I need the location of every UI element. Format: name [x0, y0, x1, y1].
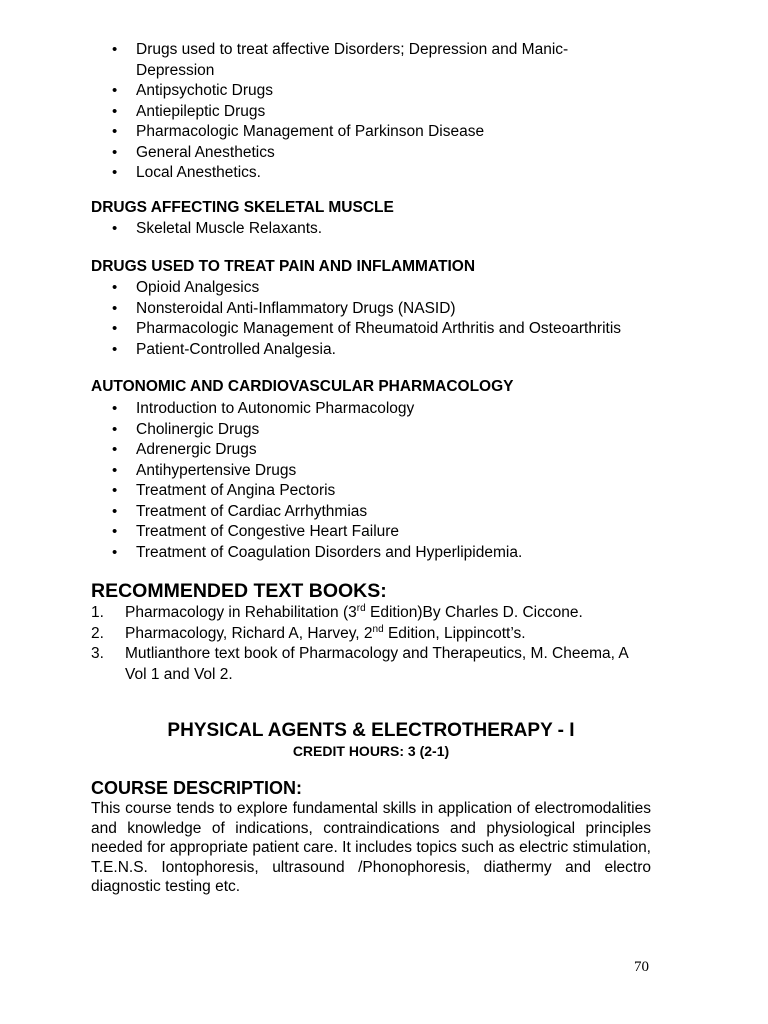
list-item-text: Antiepileptic Drugs	[136, 102, 266, 120]
bullet-icon: •	[112, 279, 118, 296]
book-number: 1.	[91, 604, 104, 621]
list-item-text: Treatment of Coagulation Disorders and Hyperlipidemia.	[136, 543, 523, 561]
list-item-text: Nonsteroidal Anti-Inflammatory Drugs (NASID)	[136, 299, 456, 317]
bullet-icon: •	[112, 420, 118, 438]
list-item-text: General Anesthetics	[136, 143, 275, 161]
recommended-books-list	[91, 603, 651, 685]
list-item	[112, 440, 632, 461]
list-item-text: Antihypertensive Drugs	[136, 461, 297, 479]
book-text: Pharmacology in Rehabilitation (3	[125, 604, 357, 621]
list-item	[112, 122, 632, 143]
list-item-text: Drugs used to treat affective Disorders; Depression and Manic-Depression	[136, 41, 569, 79]
bullet-icon: •	[112, 543, 118, 561]
list-item-text: Pharmacologic Management of Parkinson Disease	[136, 123, 485, 140]
bullet-icon: •	[112, 320, 118, 337]
book-text: Pharmacology, Richard A, Harvey, 2	[125, 624, 373, 642]
list-item	[112, 299, 632, 320]
skeletal-muscle-list	[112, 219, 632, 240]
bullet-icon: •	[112, 441, 118, 458]
list-item	[112, 502, 632, 523]
list-item-text: Antipsychotic Drugs	[136, 82, 273, 99]
book-item	[91, 644, 651, 685]
bullet-icon: •	[112, 523, 118, 540]
list-item-text: Cholinergic Drugs	[136, 420, 260, 438]
bullet-icon: •	[112, 461, 118, 479]
book-text-rest: Edition, Lippincott’s.	[383, 624, 526, 642]
list-item	[112, 461, 632, 482]
bullet-icon: •	[112, 143, 118, 161]
bullet-icon: •	[112, 340, 118, 358]
list-item-text: Introduction to Autonomic Pharmacology	[136, 400, 415, 417]
section-heading-autonomic: AUTONOMIC AND CARDIOVASCULAR PHARMACOLOGY	[91, 378, 514, 395]
bullet-icon: •	[112, 41, 118, 58]
course-title: PHYSICAL AGENTS & ELECTROTHERAPY - I	[167, 720, 575, 741]
bullet-icon: •	[112, 220, 118, 237]
recommended-books-heading: RECOMMENDED TEXT BOOKS:	[91, 580, 387, 602]
cns-drugs-list	[112, 40, 632, 184]
list-item	[112, 420, 632, 441]
list-item-text: Treatment of Cardiac Arrhythmias	[136, 502, 368, 520]
course-description-heading: COURSE DESCRIPTION:	[91, 778, 303, 798]
pain-inflammation-list	[112, 278, 632, 360]
bullet-icon: •	[112, 164, 118, 181]
list-item-text: Skeletal Muscle Relaxants.	[136, 220, 323, 237]
bullet-icon: •	[112, 299, 118, 317]
list-item	[112, 319, 632, 340]
list-item	[112, 399, 632, 420]
bullet-icon: •	[112, 123, 118, 140]
list-item	[112, 102, 632, 123]
list-item-text: Patient-Controlled Analgesia.	[136, 340, 336, 358]
bullet-icon: •	[112, 82, 118, 99]
autonomic-cardiovascular-list	[112, 399, 632, 563]
list-item	[112, 143, 632, 164]
book-item	[91, 603, 651, 624]
book-number: 3.	[91, 645, 104, 662]
book-text: Mutlianthore text book of Pharmacology and Therapeutics, M. Cheema, A Vol 1 and Vol 2.	[125, 645, 628, 683]
edition-ordinal: nd	[372, 623, 384, 635]
credit-hours: CREDIT HOURS: 3 (2-1)	[292, 743, 450, 759]
list-item-text: Opioid Analgesics	[136, 279, 260, 296]
book-number: 2.	[91, 624, 104, 642]
section-heading-skeletal: DRUGS AFFECTING SKELETAL MUSCLE	[91, 199, 394, 216]
course-description-text: This course tends to explore fundamental skills in application of electromodalities and knowledge of indications, contraindications and physiological principles needed for appropriate patient care. It includes topics such as electric stimulation, T.E.N.S. Iontophoresis, ultrasound /Phonophoresis, diathermy and electro diagnostic testing etc.	[91, 800, 651, 895]
list-item	[112, 219, 632, 240]
bullet-icon: •	[112, 400, 118, 417]
book-text-rest: Edition)By Charles D. Ciccone.	[365, 604, 583, 621]
list-item	[112, 163, 632, 184]
page-number: 70	[634, 959, 649, 975]
list-item-text: Adrenergic Drugs	[136, 441, 257, 458]
list-item	[112, 522, 632, 543]
book-item	[91, 624, 651, 645]
list-item-text: Treatment of Angina Pectoris	[136, 482, 336, 499]
edition-ordinal: rd	[356, 602, 366, 614]
list-item	[112, 543, 632, 564]
bullet-icon: •	[112, 102, 118, 120]
list-item-text: Local Anesthetics.	[136, 164, 261, 181]
bullet-icon: •	[112, 502, 118, 520]
list-item-text: Treatment of Congestive Heart Failure	[136, 523, 400, 540]
bullet-icon: •	[112, 482, 118, 499]
list-item	[112, 340, 632, 361]
list-item	[112, 481, 632, 502]
list-item	[112, 81, 632, 102]
list-item-text: Pharmacologic Management of Rheumatoid Arthritis and Osteoarthritis	[136, 320, 622, 337]
list-item	[112, 40, 632, 81]
list-item	[112, 278, 632, 299]
section-heading-pain: DRUGS USED TO TREAT PAIN AND INFLAMMATION	[91, 258, 476, 275]
